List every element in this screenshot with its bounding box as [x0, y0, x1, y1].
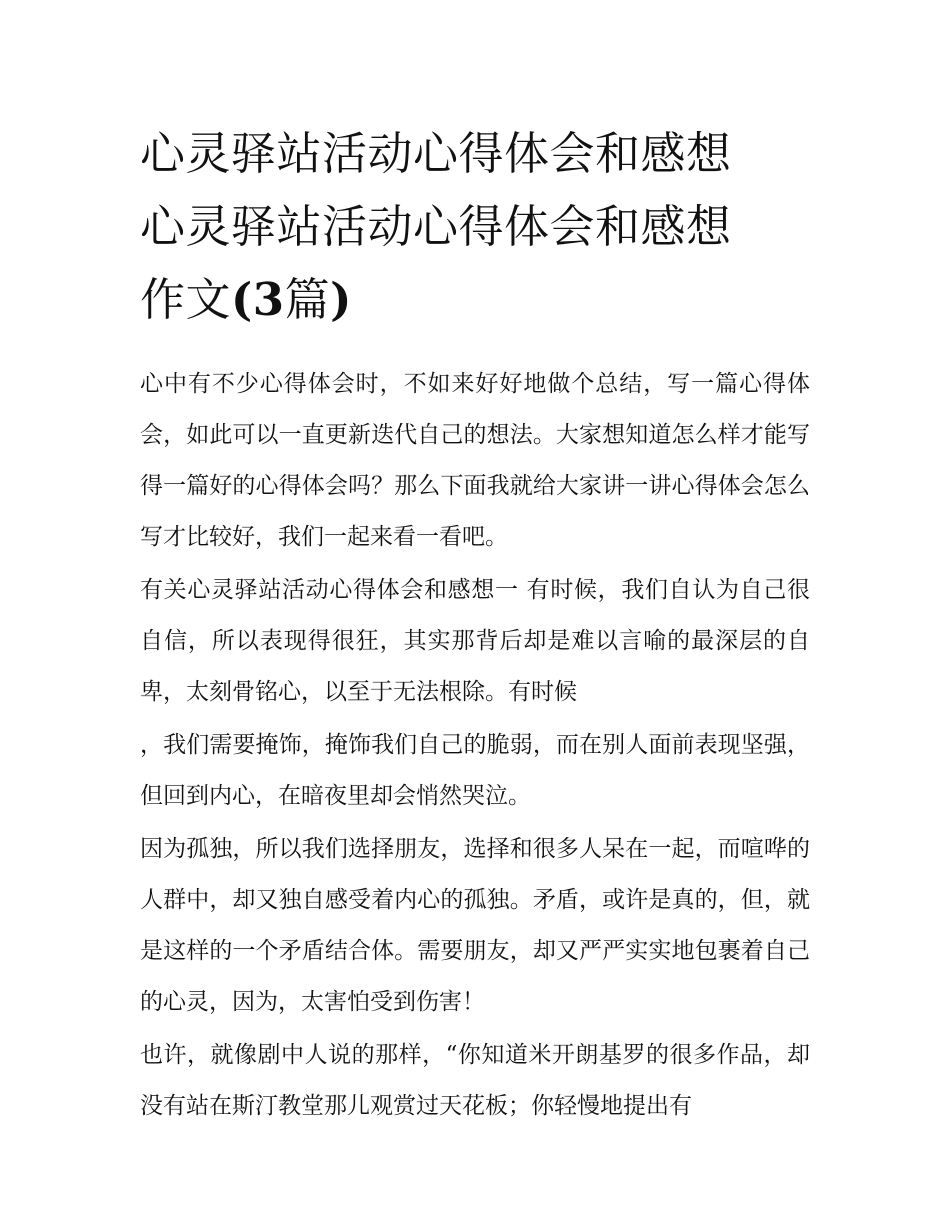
body-paragraph: 心中有不少心得体会时，不如来好好地做个总结，写一篇心得体会，如此可以一直更新迭代自己的想法。大家想知道怎么样才能写得一篇好的心得体会吗？那么下面我就给大家讲一讲心得体会怎么写才比较好，我们一起来看一看吧。	[140, 370, 810, 550]
title-line-2: 心灵驿站活动心得体会和感想	[140, 199, 732, 253]
title-line-3-text: 作文	[140, 272, 232, 326]
body-paragraph: 也许，就像剧中人说的那样，“你知道米开朗基罗的很多作品，却没有站在斯汀教堂那儿观赏过天花板；你轻慢地提出有	[140, 1041, 810, 1119]
document-title	[140, 118, 810, 337]
title-line-3-close: )	[330, 272, 352, 326]
body-paragraph: ，我们需要掩饰，掩饰我们自己的脆弱，而在别人面前表现坚强，但回到内心，在暗夜里却会悄然哭泣。	[140, 731, 810, 809]
body-paragraph: 因为孤独，所以我们选择朋友，选择和很多人呆在一起，而喧哗的人群中，却又独自感受着内心的孤独。矛盾，或许是真的，但，就是这样的一个矛盾结合体。需要朋友，却又严严实实地包裹着自己的心灵，因为，太害怕受到伤害！	[140, 835, 810, 1015]
title-line-1: 心灵驿站活动心得体会和感想	[140, 127, 732, 180]
body-paragraph: 有关心灵驿站活动心得体会和感想一 有时候，我们自认为自己很自信，所以表现得很狂，其实那背后却是难以言喻的最深层的自卑，太刻骨铭心，以至于无法根除。有时候	[140, 576, 810, 705]
title-line-3-count: (3	[231, 272, 285, 326]
title-line-3-unit: 篇	[284, 272, 331, 326]
